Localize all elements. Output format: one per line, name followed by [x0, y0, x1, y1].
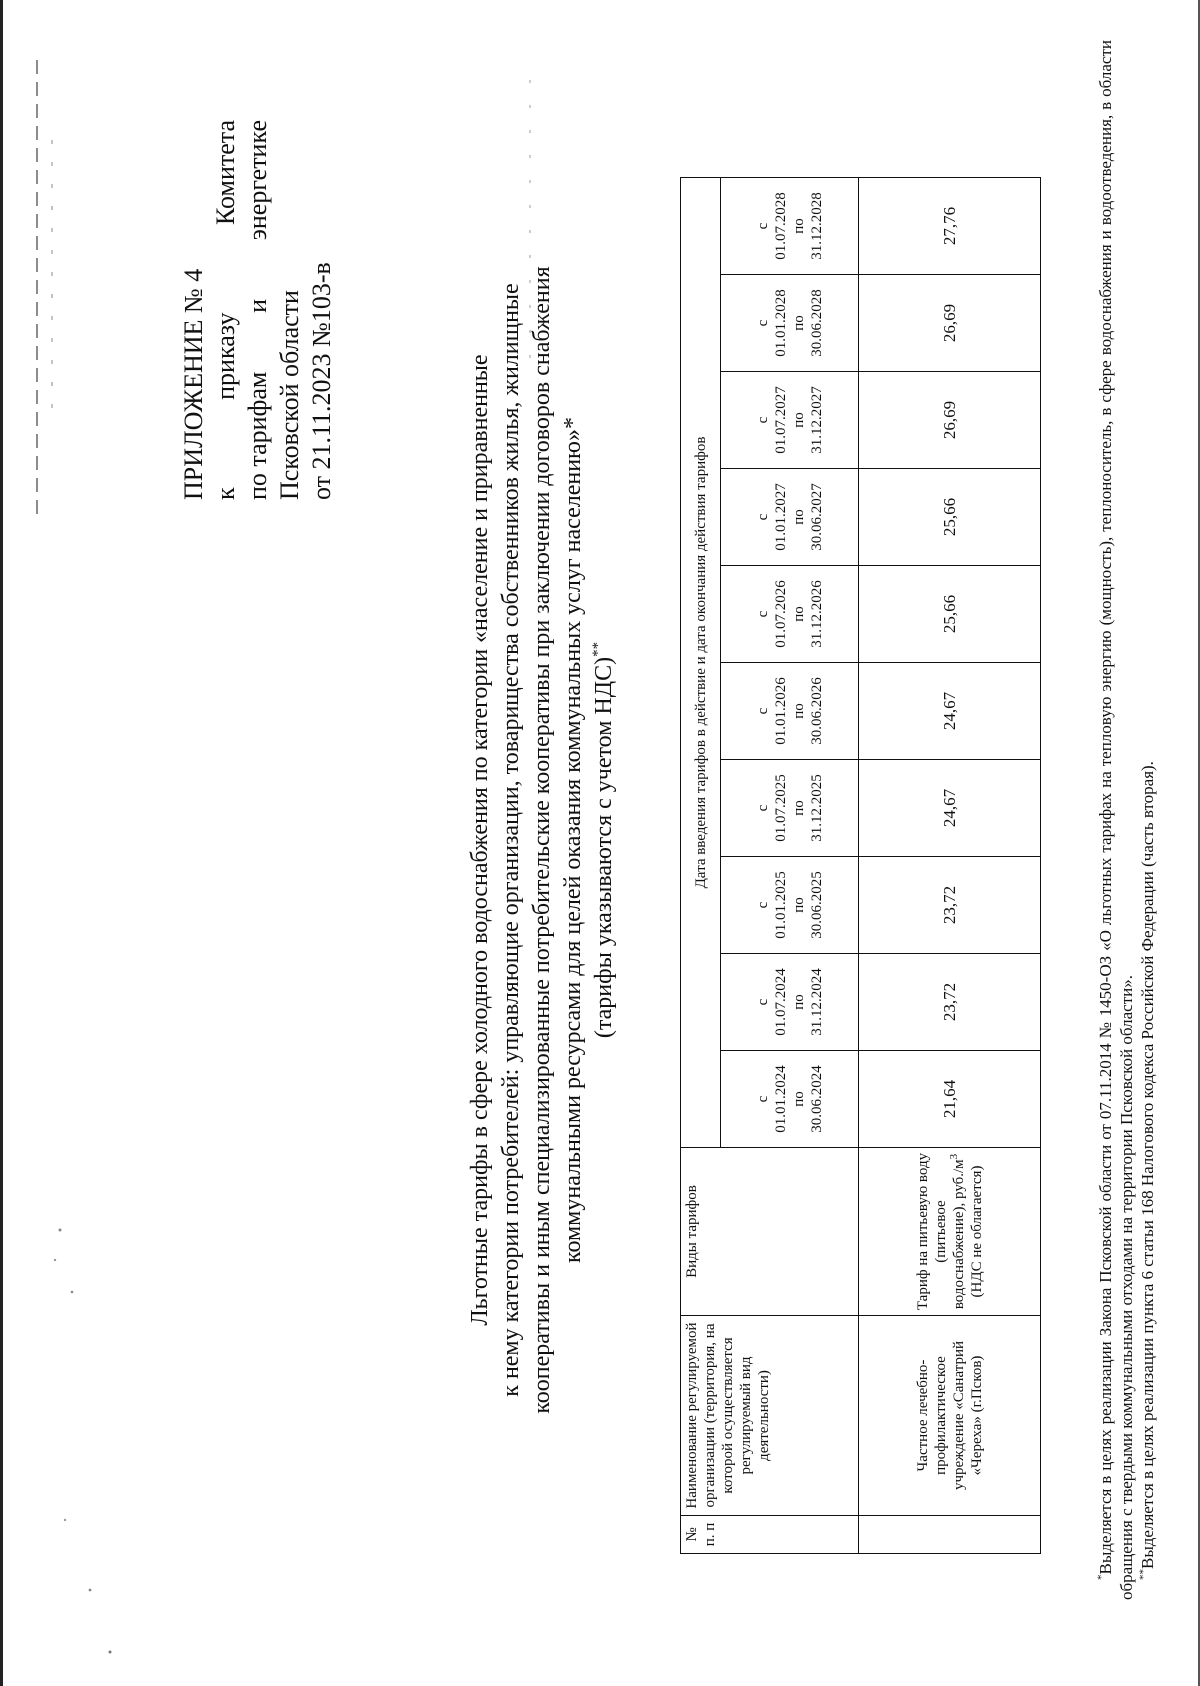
document-title [465, 80, 620, 1600]
period-start: 01.07.2025 [772, 774, 789, 842]
title-vat-note: (тарифы указываются с учетом НДС) [591, 656, 617, 1039]
period-end: 31.12.2025 [808, 774, 825, 842]
appendix-order-line [210, 120, 242, 500]
footnote-1-mark: * [1095, 1574, 1108, 1580]
period-start: 01.07.2027 [772, 386, 789, 454]
title-line-4: коммунальными ресурсами для целей оказания коммунальных услуг населению»* [560, 417, 586, 1263]
period-end: 31.12.2027 [808, 386, 825, 454]
period-to: по [790, 703, 807, 719]
title-footnote-mark: ** [590, 641, 606, 657]
period-to: по [790, 412, 807, 428]
appendix-word-committee: Комитета [211, 120, 240, 226]
period-cell [721, 1051, 859, 1148]
tariff-value: 24,67 [859, 760, 1041, 857]
period-from: с [754, 901, 771, 909]
period-from: с [754, 222, 771, 230]
period-end: 31.12.2028 [808, 192, 825, 260]
tariff-value: 27,76 [859, 178, 1041, 275]
header-tariff-type: Виды тарифов [681, 1148, 859, 1316]
period-to: по [790, 994, 807, 1010]
period-end: 31.12.2024 [808, 968, 825, 1036]
period-end: 30.06.2028 [808, 289, 825, 357]
footnote-2-text: Выделяется в целях реализации пункта 6 статьи 168 Налогового кодекса Российской Федерации (часть вторая). [1138, 761, 1157, 1569]
tariff-type-vat: (НДС не облагается) [968, 1165, 985, 1298]
row-organization: Частное лечебно-профилактическое учреждение «Санатрий «Череха» (г.Псков) [859, 1316, 1041, 1516]
appendix-word-tariffs: по тарифам [243, 371, 272, 500]
period-cell [721, 275, 859, 372]
footnote-2-mark: ** [1137, 1569, 1150, 1580]
period-start: 01.07.2024 [772, 968, 789, 1036]
title-line-2: к нему категории потребителей: управляющие организации, товарищества собственников жилья, жилищные [498, 283, 524, 1397]
period-start: 01.07.2026 [772, 580, 789, 648]
period-end: 30.06.2026 [808, 677, 825, 745]
table-row [859, 178, 1041, 1554]
header-dates: Дата введения тарифов в действие и дата окончания действия тарифов [681, 178, 721, 1148]
period-start: 01.01.2028 [772, 289, 789, 357]
period-to: по [790, 800, 807, 816]
footnote-1 [1095, 40, 1137, 1600]
appendix-number: ПРИЛОЖЕНИЕ № 4 [179, 268, 208, 500]
tariff-value: 25,66 [859, 566, 1041, 663]
period-end: 30.06.2027 [808, 483, 825, 551]
footnotes [1095, 40, 1158, 1600]
tariff-value: 26,69 [859, 275, 1041, 372]
footnote-2 [1137, 40, 1158, 1600]
appendix-committee-line [242, 120, 274, 500]
period-start: 01.07.2028 [772, 192, 789, 260]
period-cell [721, 760, 859, 857]
period-cell [721, 469, 859, 566]
period-from: с [754, 998, 771, 1006]
tariff-value: 26,69 [859, 372, 1041, 469]
period-end: 30.06.2024 [808, 1065, 825, 1133]
period-cell [721, 857, 859, 954]
title-line-5 [589, 80, 620, 1600]
document-page [40, 20, 1180, 1640]
tariff-table [680, 177, 1041, 1554]
tariff-type-main: Тариф на питьевую воду (питьевое водоснабжение), руб./м [914, 1152, 967, 1311]
period-from: с [754, 707, 771, 715]
period-from: с [754, 1095, 771, 1103]
appendix-word-energy: энергетике [243, 120, 272, 241]
period-to: по [790, 509, 807, 525]
appendix-word-k: к [211, 487, 240, 500]
period-start: 01.01.2027 [772, 483, 789, 551]
period-cell [721, 566, 859, 663]
period-to: по [790, 315, 807, 331]
period-cell [721, 954, 859, 1051]
row-tariff-type [859, 1148, 1041, 1316]
tariff-type-unit-exp: 3 [947, 1153, 960, 1160]
title-line-3: кооперативы и иным специализированные потребительские кооперативы при заключении договоров снабжения [529, 266, 555, 1414]
tariff-value: 23,72 [859, 857, 1041, 954]
tariff-value: 21,64 [859, 1051, 1041, 1148]
table-header-row [681, 178, 721, 1554]
period-from: с [754, 319, 771, 327]
appendix-region: Псковской области [275, 290, 304, 500]
tariff-value: 23,72 [859, 954, 1041, 1051]
period-to: по [790, 218, 807, 234]
period-to: по [790, 606, 807, 622]
header-num: № п. п [681, 1516, 859, 1554]
period-from: с [754, 610, 771, 618]
period-start: 01.01.2024 [772, 1065, 789, 1133]
title-line-1: Льготные тарифы в сфере холодного водоснабжения по категории «население и приравненные [467, 354, 493, 1326]
period-cell [721, 372, 859, 469]
period-to: по [790, 1091, 807, 1107]
tariff-value: 24,67 [859, 663, 1041, 760]
appendix-word-order: приказу [211, 312, 240, 400]
period-end: 31.12.2026 [808, 580, 825, 648]
footnote-1-text: Выделяется в целях реализации Закона Псковской области от 07.11.2014 № 1450-ОЗ «О льготных тарифах на тепловую энергию (мощность), теплоноситель, в сфере водоснабжения и водоотведения, в области обращения с твердыми коммунальными отходами на территории Псковской области». [1096, 40, 1136, 1600]
row-num [859, 1516, 1041, 1554]
period-end: 30.06.2025 [808, 871, 825, 939]
appendix-date: от 21.11.2023 №103-в [307, 262, 336, 500]
appendix-word-and: и [243, 298, 272, 313]
period-from: с [754, 804, 771, 812]
period-start: 01.01.2026 [772, 677, 789, 745]
period-cell [721, 178, 859, 275]
period-from: с [754, 416, 771, 424]
period-cell [721, 663, 859, 760]
header-organization: Наименование регулируемой организации (территория, на которой осуществляется регулируемый вид деятельности) [681, 1316, 859, 1516]
tariff-value: 25,66 [859, 469, 1041, 566]
period-to: по [790, 897, 807, 913]
period-from: с [754, 513, 771, 521]
appendix-header [178, 120, 338, 500]
period-start: 01.01.2025 [772, 871, 789, 939]
